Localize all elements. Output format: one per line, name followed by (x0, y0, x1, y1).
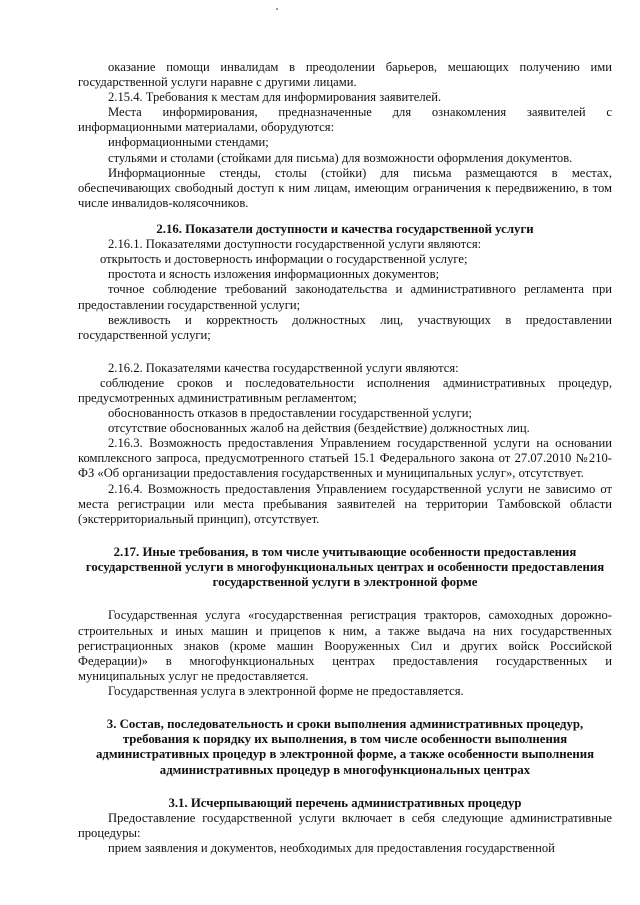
section-heading-2-16: 2.16. Показатели доступности и качества государственной услуги (156, 221, 534, 236)
paragraph: стульями и столами (стойками для письма) для возможности оформления документов. (108, 150, 573, 165)
section-heading-2-17: 2.17. Иные требования, в том числе учитывающие особенности предоставления государственной услуги в многофункциональных центрах и особенности предоставления государственной услуги в электронной форме (85, 544, 605, 590)
paragraph: 2.15.4. Требования к местам для информирования заявителей. (108, 90, 442, 105)
paragraph: Информационные стенды, столы (стойки) для письма размещаются в местах, обеспечивающих свободный доступ к ним лицам, имеющим ограничения к передвижению, в том числе инвалидов-колясочников. (78, 165, 612, 210)
scan-artifact (276, 8, 278, 10)
paragraph: оказание помощи инвалидам в преодолении барьеров, мешающих получению ими государственной услуги наравне с другими лицами. (78, 60, 612, 90)
paragraph: Государственная услуга в электронной форме не предоставляется. (108, 683, 464, 698)
paragraph: 2.16.2. Показателями качества государственной услуги являются: (108, 360, 459, 375)
paragraph: обоснованность отказов в предоставлении государственной услуги; (108, 406, 473, 421)
paragraph: Предоставление государственной услуги включает в себя следующие административные процедуры: (78, 811, 612, 841)
paragraph: 2.16.1. Показателями доступности государственной услуги являются: (108, 237, 482, 252)
section-heading-3-1: 3.1. Исчерпывающий перечень административных процедур (168, 795, 522, 810)
paragraph: 2.16.3. Возможность предоставления Управлением государственной услуги на основании комплексного запроса, предусмотренного статьей 15.1 Федерального закона от 27.07.2010 №210-ФЗ «Об организации предоставления государственных и муниципальных услуг», отсутствует. (78, 436, 612, 481)
paragraph: прием заявления и документов, необходимых для предоставления государственной (108, 841, 555, 856)
paragraph: открытость и достоверность информации о государственной услуге; (100, 252, 468, 267)
paragraph: точное соблюдение требований законодательства и административного регламента при предоставлении государственной услуги; (78, 282, 612, 312)
paragraph: вежливость и корректность должностных лиц, участвующих в предоставлении государственной услуги; (78, 312, 612, 342)
paragraph: соблюдение сроков и последовательности исполнения административных процедур, предусмотренных административным регламентом; (78, 375, 612, 405)
paragraph: Государственная услуга «государственная регистрация тракторов, самоходных дорожно-строительных и иных машин и прицепов к ним, а также выдача на них государственных регистрационных знаков (кроме машин Вооруженных Сил и других войск Российской Федерации)» в многофункциональных центрах предоставления государственных и муниципальных услуг не предоставляется. (78, 608, 612, 683)
paragraph: 2.16.4. Возможность предоставления Управлением государственной услуги не зависимо от места регистрации или места пребывания заявителей на территории Тамбовской области (экстерриториальный принцип), отсутствует. (78, 481, 612, 526)
section-heading-3: 3. Состав, последовательность и сроки выполнения административных процедур, требования к порядку их выполнения, в том числе особенности выполнения административных процедур в электронной форме, а также особенности выполнения административных процедур в многофункциональных центрах (95, 717, 595, 777)
paragraph: Места информирования, предназначенные для ознакомления заявителей с информационными материалами, оборудуются: (78, 105, 612, 135)
paragraph: информационными стендами; (108, 135, 269, 150)
paragraph: отсутствие обоснованных жалоб на действия (бездействие) должностных лиц. (108, 421, 530, 436)
paragraph: простота и ясность изложения информационных документов; (108, 267, 440, 282)
